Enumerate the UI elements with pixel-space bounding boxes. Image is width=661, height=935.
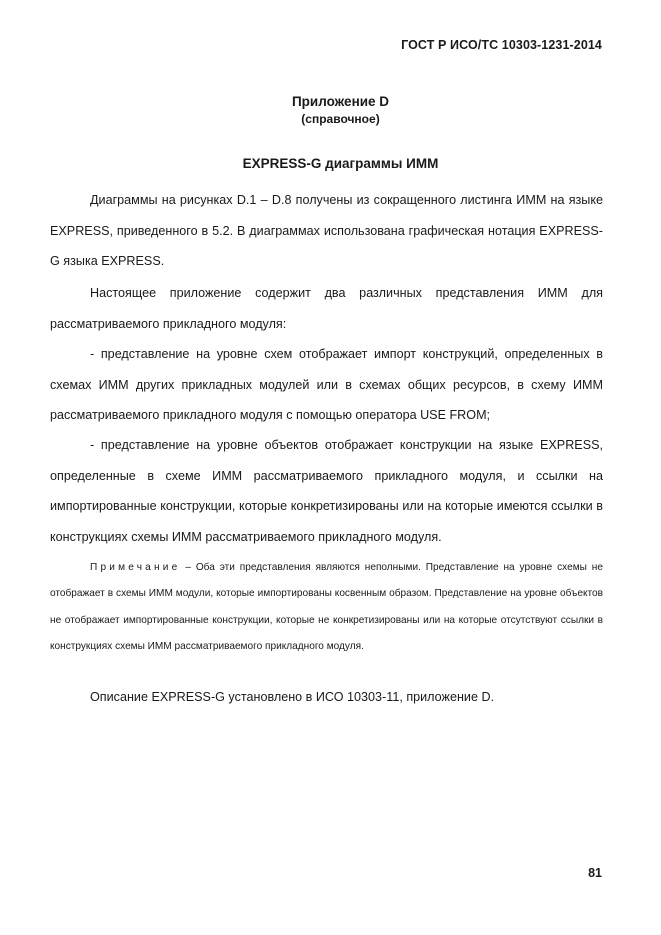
section-title: EXPRESS-G диаграммы ИММ [242, 156, 439, 171]
paragraph-express-g-reference: Описание EXPRESS-G установлено в ИСО 10303-11, приложение D. [90, 690, 495, 704]
list-item-schema-level: - представление на уровне схем отображает импорт конструкций, определенных в схемах ИММ других прикладных модулей или в схемах общих ресурсов, в схему ИММ рассматриваемого прикладного модуля с помощью оператора USE FROM; [50, 347, 603, 422]
paragraph-intro: Диаграммы на рисунках D.1 – D.8 получены из сокращенного листинга ИММ на языке EXPRESS, приведенного в 5.2. В диаграммах использована графическая нотация EXPRESS-G языка EXPRESS. [50, 193, 603, 268]
note-text: – Оба эти представления являются неполными. Представление на уровне схемы не отображает в схемы ИММ модули, которые импортированы косвенным образом. Представление на уровне объектов не отображает импортированные конструкции, которые не конкретизированы или на которые отсутствуют ссылки в конструкциях схемы ИММ рассматриваемого прикладного модуля. [50, 562, 603, 652]
page-number: 81 [588, 866, 602, 880]
annex-subtitle: (справочное) [301, 112, 380, 126]
standard-code-header: ГОСТ Р ИСО/ТС 10303-1231-2014 [401, 38, 602, 52]
annex-title: Приложение D [291, 94, 390, 109]
list-item-entity-level: - представление на уровне объектов отображает конструкции на языке EXPRESS, определенные в схеме ИММ рассматриваемого прикладного модуля, и ссылки на импортированные конструкции, которые конкретизированы или на которые имеются ссылки в конструкциях схемы ИММ рассматриваемого прикладного модуля. [50, 438, 603, 544]
paragraph-representations: Настоящее приложение содержит два различных представления ИММ для рассматриваемого прикладного модуля: [50, 286, 603, 331]
note-label: Примечание [90, 562, 181, 573]
note-block [50, 555, 603, 660]
